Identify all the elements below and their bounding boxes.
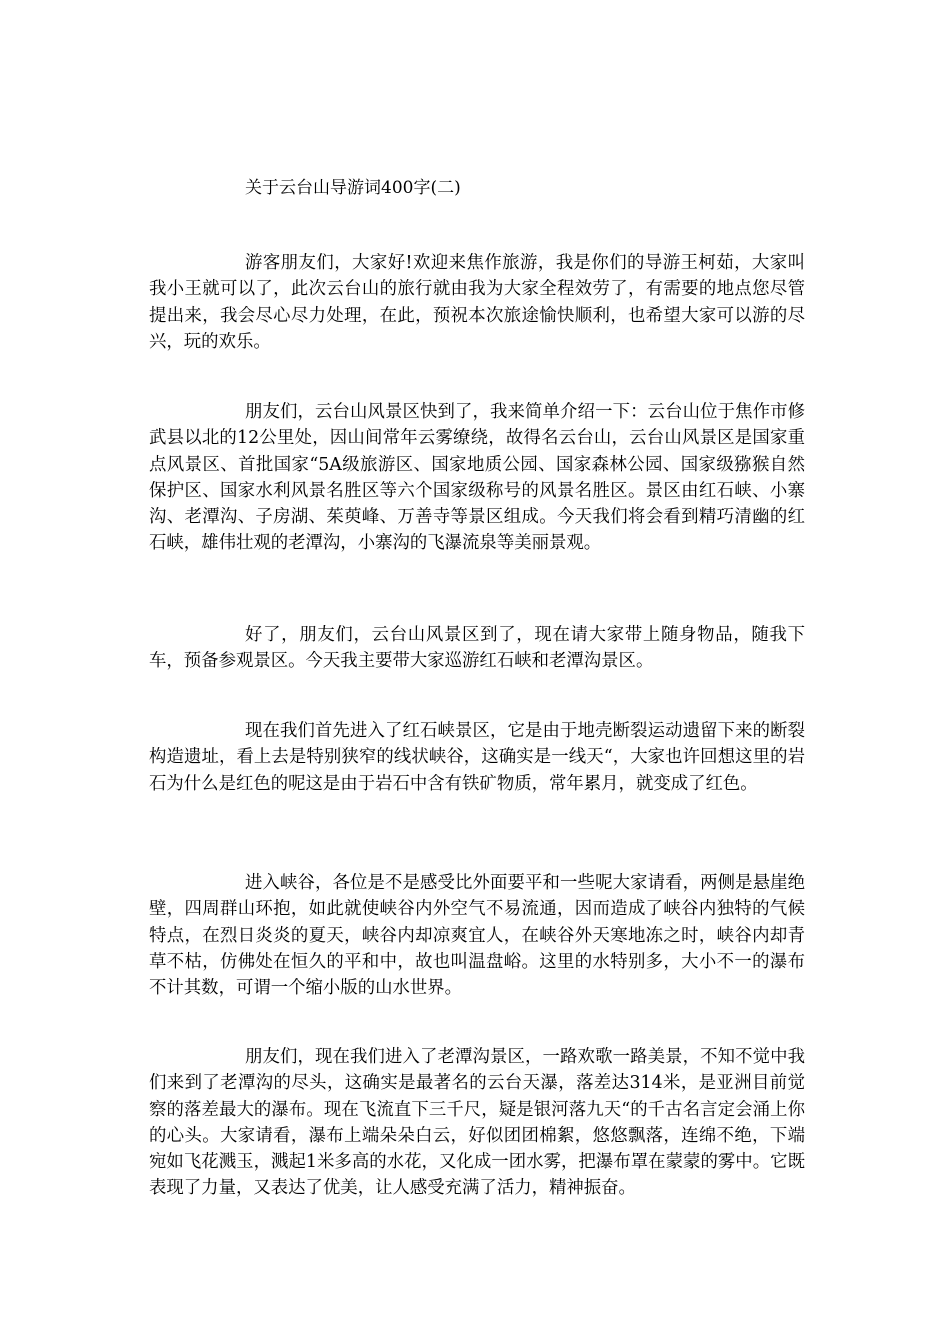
paragraph-welcome: 游客朋友们，大家好!欢迎来焦作旅游，我是你们的导游王柯茹，大家叫我小王就可以了，此次云台山的旅行就由我为大家全程效劳了，有需要的地点您尽管提出来，我会尽心尽力处理，在此，预祝本次旅途愉快顺利，也希望大家可以游的尽兴，玩的欢乐。	[149, 253, 805, 352]
paragraph-introduction: 朋友们，云台山风景区快到了，我来简单介绍一下：云台山位于焦作市修武县以北的12公里处，因山间常年云雾缭绕，故得名云台山，云台山风景区是国家重点风景区、首批国家“5A级旅游区、国家地质公园、国家森林公园、国家级猕猴自然保护区、国家水利风景名胜区等六个国家级称号的风景名胜区。景区由红石峡、小寨沟、老潭沟、子房湖、茱萸峰、万善寺等景区组成。今天我们将会看到精巧清幽的红石峡，雄伟壮观的老潭沟，小寨沟的飞瀑流泉等美丽景观。	[149, 402, 805, 554]
paragraph-arrival: 好了，朋友们，云台山风景区到了，现在请大家带上随身物品，随我下车，预备参观景区。今天我主要带大家巡游红石峡和老潭沟景区。	[149, 625, 805, 672]
paragraph-laotan-waterfall: 朋友们，现在我们进入了老潭沟景区，一路欢歌一路美景，不知不觉中我们来到了老潭沟的尽头，这确实是最著名的云台天瀑，落差达314米，是亚洲目前觉察的落差最大的瀑布。现在飞流直下三千尺，疑是银河落九天“的千古名言定会涌上你的心头。大家请看，瀑布上端朵朵白云，好似团团棉絮，悠悠飘落，连绵不绝，下端宛如飞花溅玉，溅起1米多高的水花，又化成一团水雾，把瀑布罩在蒙蒙的雾中。它既表现了力量，又表达了优美，让人感受充满了活力，精神振奋。	[149, 1047, 805, 1199]
paragraph-red-stone-gorge: 现在我们首先进入了红石峡景区，它是由于地壳断裂运动遗留下来的断裂构造遗址，看上去是特别狭窄的线状峡谷，这确实是一线天“，大家也许回想这里的岩石为什么是红色的呢这是由于岩石中含有铁矿物质，常年累月，就变成了红色。	[149, 721, 805, 794]
document-title: 关于云台山导游词400字(二)	[245, 178, 461, 198]
paragraph-gorge-climate: 进入峡谷，各位是不是感受比外面要平和一些呢大家请看，两侧是悬崖绝壁，四周群山环抱，如此就使峡谷内外空气不易流通，因而造成了峡谷内独特的气候特点，在烈日炎炎的夏天，峡谷内却凉爽宜人，在峡谷外天寒地冻之时，峡谷内却青草不枯，仿佛处在恒久的平和中，故也叫温盘峪。这里的水特别多，大小不一的瀑布不计其数，可谓一个缩小版的山水世界。	[149, 873, 805, 999]
